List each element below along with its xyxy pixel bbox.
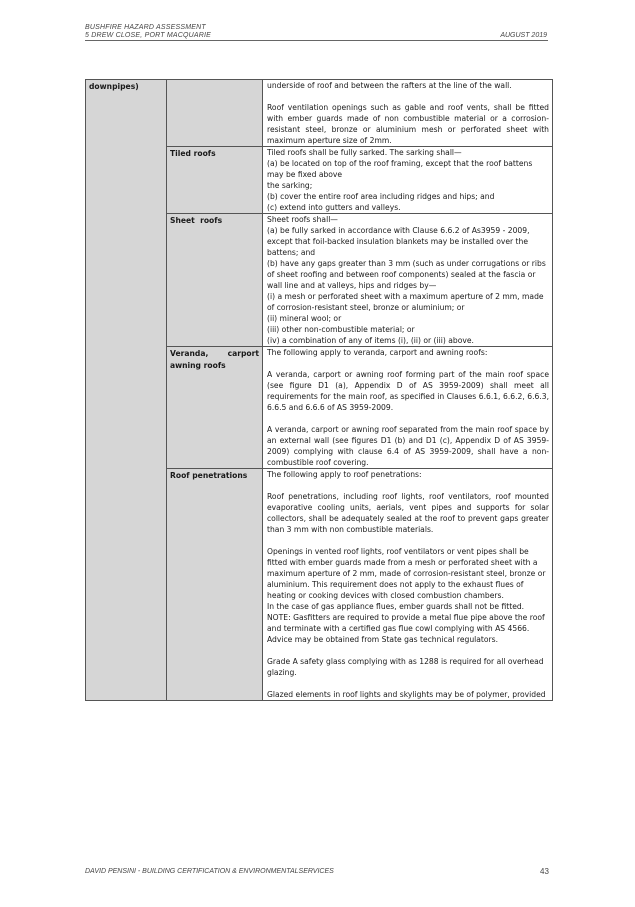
row-text-cell <box>263 347 553 469</box>
paragraph: (b) have any gaps greater than 3 mm (such as under corrugations or ribs of sheet roofing and between roof components) sealed at the fascia or wall line and at valleys, hips and ridges by— <box>267 259 546 290</box>
header-rule <box>85 40 548 41</box>
paragraph: Roof penetrations, including roof lights, roof ventilators, roof mounted evaporative cooling units, aerials, vent pipes and supports for solar collectors, shall be adequately sealed at the roof to prevent gaps greater than 3 mm with non combustible materials. <box>267 492 549 534</box>
requirements-table <box>85 79 553 701</box>
paragraph: Openings in vented roof lights, roof ventilators or vent pipes shall be fitted with ember guards made from a mesh or perforated sheet with a maximum aperture of 2 mm, made of corrosion-resistant steel, bronze or aluminium. This requirement does not apply to the exhaust flues of heating or cooking devices with closed combustion chambers. <box>267 547 546 600</box>
paragraph: (a) be located on top of the roof framing, except that the roof battens may be fixed above <box>267 159 533 179</box>
row-label-sheet-roofs: Sheet roofs <box>170 216 223 225</box>
section-label-cell <box>86 80 167 701</box>
paragraph: (b) cover the entire roof area including ridges and hips; and <box>267 192 495 201</box>
row-label-cell <box>167 469 263 701</box>
row-label-tiled-roofs: Tiled roofs <box>170 149 216 158</box>
paragraph: The following apply to veranda, carport and awning roofs: <box>267 348 488 357</box>
paragraph: Tiled roofs shall be fully sarked. The sarking shall— <box>267 148 462 157</box>
row-text <box>263 214 552 346</box>
row-text <box>263 469 552 700</box>
row-text <box>263 80 552 146</box>
paragraph: The following apply to roof penetrations: <box>267 470 422 479</box>
paragraph: (c) extend into gutters and valleys. <box>267 203 401 212</box>
page-number: 43 <box>540 867 549 876</box>
footer-text: DAVID PENSINI - BUILDING CERTIFICATION & ENVIRONMENTALSERVICES <box>85 868 334 875</box>
row-text <box>263 147 552 213</box>
section-label: downpipes) <box>89 82 139 91</box>
row-label-cell <box>167 80 263 147</box>
paragraph: Glazed elements in roof lights and skylights may be of polymer, provided <box>267 690 546 699</box>
row-label-veranda-line1: Veranda, carport <box>170 349 259 358</box>
paragraph: A veranda, carport or awning roof separated from the main roof space by an external wall (see figures D1 (b) and D1 (c), Appendix D of AS 3959-2009) complying with clause 6.4 of AS 3959-2009, shall have a non-combustible roof covering. <box>267 425 549 467</box>
paragraph: NOTE: Gasfitters are required to provide a metal flue pipe above the roof and terminate with a certified gas flue cowl complying with AS 4566. Advice may be obtained from State gas technical regulators. <box>267 613 545 644</box>
paragraph: A veranda, carport or awning roof forming part of the main roof space (see figure D1 (a), Appendix D of AS 3959-2009) shall meet all requirements for the main roof, as specified in Clauses 6.6.1, 6.6.2, 6.6.3, 6.6.5 and 6.6.6 of AS 3959-2009. <box>267 370 549 412</box>
row-text-cell <box>263 214 553 347</box>
row-label-cell <box>167 347 263 469</box>
row-text-cell <box>263 469 553 701</box>
paragraph: (iv) a combination of any of items (i), (ii) or (iii) above. <box>267 336 474 345</box>
row-label-cell <box>167 214 263 347</box>
paragraph: (ii) mineral wool; or <box>267 314 342 323</box>
row-label-cell <box>167 147 263 214</box>
paragraph: Grade A safety glass complying with as 1288 is required for all overhead glazing. <box>267 657 544 677</box>
row-text <box>263 347 552 468</box>
table-row <box>86 80 553 147</box>
paragraph: (iii) other non-combustible material; or <box>267 325 415 334</box>
paragraph: (i) a mesh or perforated sheet with a maximum aperture of 2 mm, made of corrosion-resistant steel, bronze or aluminium; or <box>267 292 544 312</box>
row-text-cell <box>263 80 553 147</box>
paragraph: the sarking; <box>267 181 313 190</box>
header-date: AUGUST 2019 <box>500 32 547 39</box>
paragraph: Sheet roofs shall— <box>267 215 338 224</box>
paragraph: (a) be fully sarked in accordance with Clause 6.6.2 of As3959 - 2009, except that foil-backed insulation blankets may be installed over the battens; and <box>267 226 530 257</box>
header-address: 5 DREW CLOSE, PORT MACQUARIE <box>85 32 212 39</box>
paragraph: Roof ventilation openings such as gable and roof vents, shall be fitted with ember guards made of non combustible material or a corrosion-resistant steel, bronze or aluminium mesh or perforated sheet with maximum aperture size of 2mm. <box>267 103 549 145</box>
header-title: BUSHFIRE HAZARD ASSESSMENT <box>85 24 206 31</box>
paragraph: In the case of gas appliance flues, ember guards shall not be fitted. <box>267 602 525 611</box>
paragraph: underside of roof and between the rafters at the line of the wall. <box>267 81 512 90</box>
row-text-cell <box>263 147 553 214</box>
row-label-veranda-line2: awning roofs <box>170 361 226 370</box>
row-label-roof-penetrations: Roof penetrations <box>170 471 248 480</box>
